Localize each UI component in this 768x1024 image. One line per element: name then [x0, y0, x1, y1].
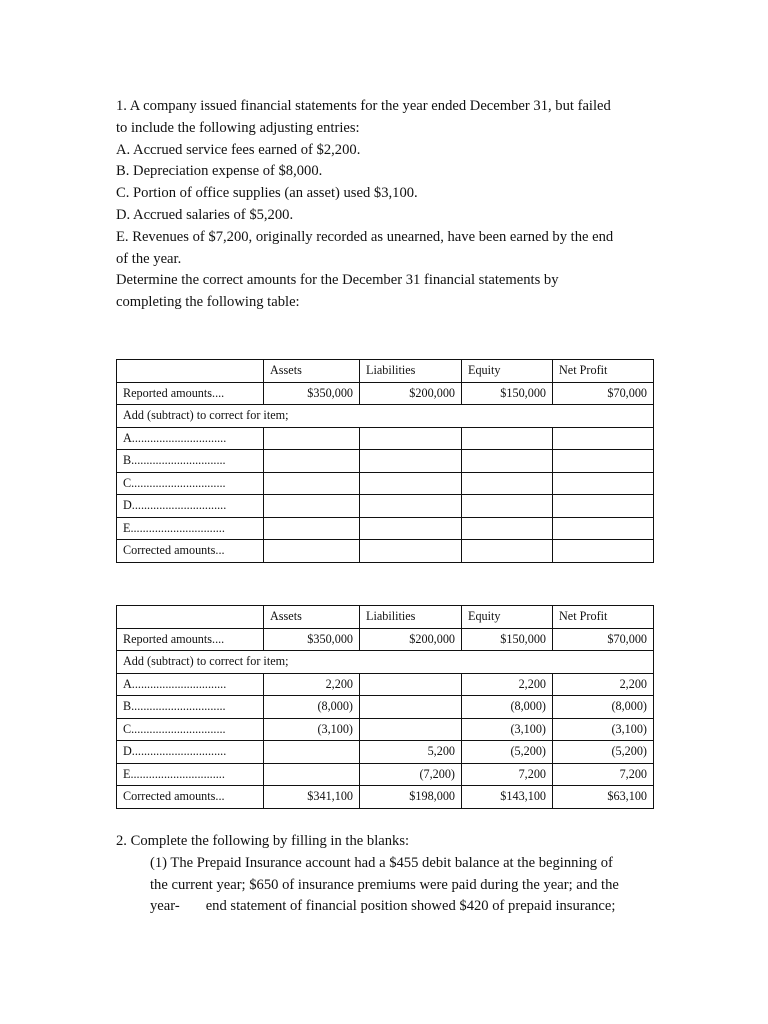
cell-net-profit [553, 450, 654, 473]
cell-assets: $341,100 [264, 786, 360, 809]
row-label: Corrected amounts... [117, 786, 264, 809]
question-2 [116, 831, 656, 918]
cell-liabilities [360, 673, 462, 696]
cell-liabilities: $200,000 [360, 382, 462, 405]
row-label: C............................... [117, 472, 264, 495]
question-2-item-1-line [116, 896, 656, 918]
cell-liabilities [360, 540, 462, 563]
header-net-profit: Net Profit [553, 606, 654, 629]
row-label: B............................... [117, 450, 264, 473]
cell-net-profit [553, 540, 654, 563]
row-label: A............................... [117, 427, 264, 450]
row-label: Corrected amounts... [117, 540, 264, 563]
cell-net-profit: $70,000 [553, 382, 654, 405]
header-equity: Equity [462, 606, 553, 629]
row-label: Reported amounts.... [117, 628, 264, 651]
reported-row [117, 382, 654, 405]
adjusting-entry-a: A. Accrued service fees earned of $2,200. [116, 141, 361, 158]
question-2-heading: 2. Complete the following by filling in the blanks: [116, 833, 410, 849]
cell-net-profit: 2,200 [553, 673, 654, 696]
adjusting-entry-b: B. Depreciation expense of $8,000. [116, 163, 323, 180]
cell-equity [462, 517, 553, 540]
row-label: B............................... [117, 696, 264, 719]
cell-net-profit: (5,200) [553, 741, 654, 764]
header-net-profit: Net Profit [553, 360, 654, 383]
cell-assets [264, 540, 360, 563]
section-row [117, 405, 654, 428]
header-equity: Equity [462, 360, 553, 383]
table-row [117, 517, 654, 540]
cell-equity [462, 450, 553, 473]
header-assets: Assets [264, 606, 360, 629]
cell-equity [462, 540, 553, 563]
question-1-line: to include the following adjusting entries: [116, 119, 360, 136]
table-row [117, 450, 654, 473]
cell-equity [462, 427, 553, 450]
cell-liabilities [360, 718, 462, 741]
header-blank [117, 360, 264, 383]
reported-row [117, 628, 654, 651]
table-row [117, 673, 654, 696]
adjusting-entry-e-cont: of the year. [116, 250, 182, 267]
cell-equity: (8,000) [462, 696, 553, 719]
cell-assets [264, 495, 360, 518]
question-2-item-1-line: (1) The Prepaid Insurance account had a $455 debit balance at the beginning of [150, 854, 613, 871]
row-label: E............................... [117, 763, 264, 786]
cell-net-profit: (8,000) [553, 696, 654, 719]
cell-net-profit [553, 517, 654, 540]
adjusting-entry-d: D. Accrued salaries of $5,200. [116, 206, 294, 223]
table-header-row [117, 606, 654, 629]
cell-assets [264, 427, 360, 450]
question-1-line: 1. A company issued financial statements for the year ended December 31, but failed [116, 98, 611, 114]
corrected-row [117, 786, 654, 809]
cell-assets [264, 763, 360, 786]
cell-liabilities: (7,200) [360, 763, 462, 786]
cell-equity: $150,000 [462, 628, 553, 651]
line-prefix: year- [150, 898, 180, 915]
cell-equity [462, 472, 553, 495]
section-label: Add (subtract) to correct for item; [117, 405, 654, 428]
section-label: Add (subtract) to correct for item; [117, 651, 654, 674]
table-row [117, 741, 654, 764]
cell-liabilities: $200,000 [360, 628, 462, 651]
cell-equity [462, 495, 553, 518]
row-label: E............................... [117, 517, 264, 540]
corrected-row [117, 540, 654, 563]
cell-liabilities [360, 450, 462, 473]
header-liabilities: Liabilities [360, 606, 462, 629]
instruction-line: completing the following table: [116, 294, 300, 311]
cell-liabilities [360, 427, 462, 450]
cell-net-profit [553, 495, 654, 518]
question-1 [116, 96, 656, 314]
cell-assets: (3,100) [264, 718, 360, 741]
solution-correction-table [116, 605, 654, 809]
cell-liabilities [360, 472, 462, 495]
cell-liabilities [360, 495, 462, 518]
header-blank [117, 606, 264, 629]
table-row [117, 472, 654, 495]
cell-liabilities [360, 517, 462, 540]
blank-correction-table [116, 359, 654, 563]
question-2-item-1-line: the current year; $650 of insurance premiums were paid during the year; and the [150, 876, 619, 893]
cell-assets [264, 741, 360, 764]
cell-net-profit [553, 472, 654, 495]
row-label: Reported amounts.... [117, 382, 264, 405]
header-assets: Assets [264, 360, 360, 383]
cell-net-profit: (3,100) [553, 718, 654, 741]
cell-net-profit: 7,200 [553, 763, 654, 786]
cell-net-profit [553, 427, 654, 450]
row-label: D............................... [117, 495, 264, 518]
cell-equity: 2,200 [462, 673, 553, 696]
cell-net-profit: $63,100 [553, 786, 654, 809]
instruction-line: Determine the correct amounts for the December 31 financial statements by [116, 272, 559, 289]
adjusting-entry-e: E. Revenues of $7,200, originally recorded as unearned, have been earned by the end [116, 228, 614, 245]
table-header-row [117, 360, 654, 383]
cell-equity: 7,200 [462, 763, 553, 786]
table-row [117, 763, 654, 786]
table-row [117, 495, 654, 518]
cell-equity: (5,200) [462, 741, 553, 764]
cell-liabilities: 5,200 [360, 741, 462, 764]
adjusting-entry-c: C. Portion of office supplies (an asset) used $3,100. [116, 185, 418, 202]
cell-assets [264, 450, 360, 473]
cell-liabilities: $198,000 [360, 786, 462, 809]
cell-assets: (8,000) [264, 696, 360, 719]
header-liabilities: Liabilities [360, 360, 462, 383]
section-row [117, 651, 654, 674]
cell-assets: $350,000 [264, 628, 360, 651]
cell-assets: $350,000 [264, 382, 360, 405]
row-label: D............................... [117, 741, 264, 764]
cell-assets [264, 472, 360, 495]
row-label: A............................... [117, 673, 264, 696]
cell-net-profit: $70,000 [553, 628, 654, 651]
table-row [117, 427, 654, 450]
cell-equity: (3,100) [462, 718, 553, 741]
cell-equity: $150,000 [462, 382, 553, 405]
table-row [117, 718, 654, 741]
cell-equity: $143,100 [462, 786, 553, 809]
cell-assets [264, 517, 360, 540]
table-row [117, 696, 654, 719]
cell-liabilities [360, 696, 462, 719]
row-label: C............................... [117, 718, 264, 741]
cell-assets: 2,200 [264, 673, 360, 696]
line-rest: end statement of financial position showed $420 of prepaid insurance; [205, 898, 616, 915]
